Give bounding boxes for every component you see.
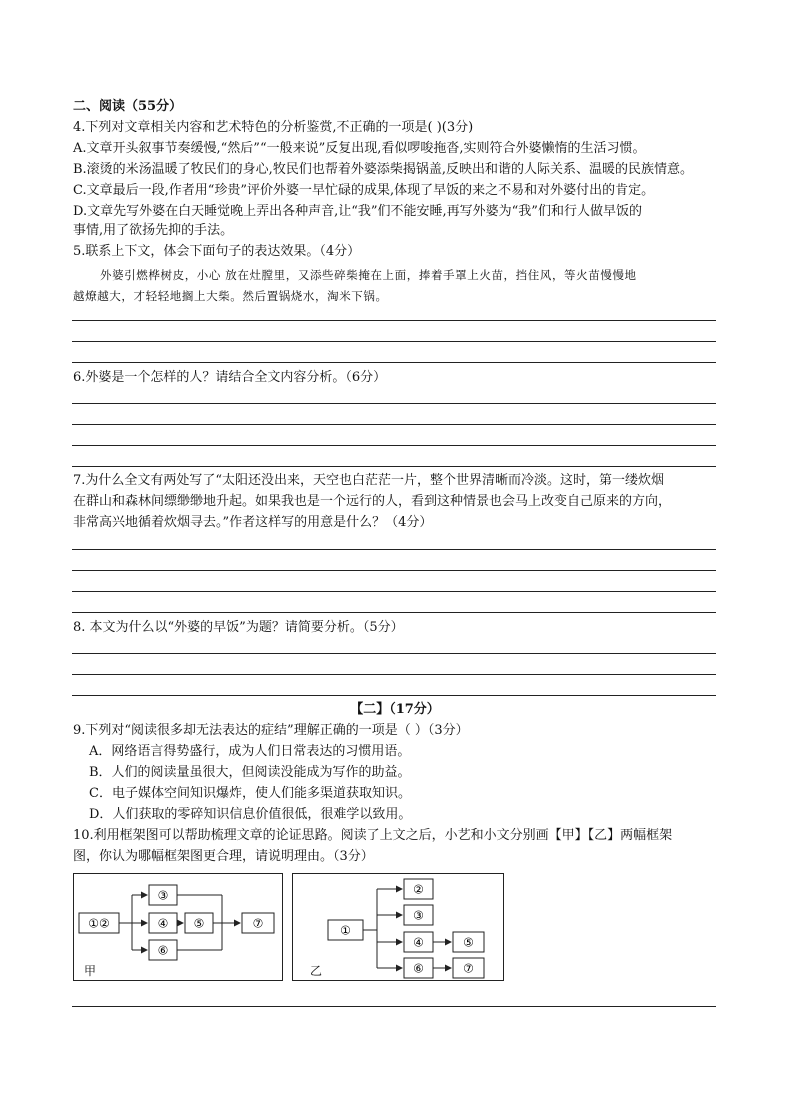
q5-passage-line2: 越燎越大，才轻轻地搁上大柴。然后置锅烧水，淘米下锅。 — [73, 289, 388, 303]
diagram-jia — [73, 873, 283, 981]
diagram-jia-label-7: ⑦ — [252, 916, 264, 931]
diagram-yi-tag: 乙 — [310, 964, 323, 978]
diagram-yi-label-2: ② — [413, 882, 424, 897]
q4-option-a: A.文章开头叙事节奏缓慢,“然后”“一般来说”反复出现,看似啰唆拖沓,实则符合外婆懒惰的生活习惯。 — [73, 141, 646, 156]
q4-option-b: B.滚烫的米汤温暖了牧民们的身心,牧民们也帮着外婆添柴揭锅盖,反映出和谐的人际关系、温暖的民族情意。 — [73, 162, 693, 177]
q9-option-d: D．人们获取的零碎知识信息价值很低，很难学以致用。 — [89, 807, 412, 822]
q5-stem: 5.联系上下文，体会下面句子的表达效果。（4分） — [73, 244, 361, 259]
answer-line — [72, 1006, 716, 1007]
part2-title: 【二】（17分） — [350, 702, 440, 717]
q5-passage-line1: 外婆引燃桦树皮，小心 放在灶膛里，又添些碎柴掩在上面，捧着手罩上火苗，挡住风，等火苗慢慢地 — [100, 268, 637, 282]
q6-stem: 6.外婆是一个怎样的人？请结合全文内容分析。（6分） — [73, 370, 387, 385]
answer-line — [72, 320, 716, 321]
answer-line — [72, 570, 716, 571]
diagram-jia-label-6: ⑥ — [157, 943, 169, 958]
q4-option-d-line2: 事情,用了欲扬先抑的手法。 — [73, 223, 234, 238]
answer-line — [72, 362, 716, 363]
q7-line2: 在群山和森林间缥缈缈地升起。如果我也是一个远行的人，看到这种情景也会马上改变自己原来的方向， — [73, 494, 672, 509]
answer-line — [72, 549, 716, 550]
diagram-yi-label-4: ④ — [413, 935, 424, 950]
diagram-jia-label-4: ④ — [157, 916, 169, 931]
diagram-yi-label-6: ⑥ — [413, 961, 424, 976]
answer-line — [72, 445, 716, 446]
diagram-yi-label-1: ① — [340, 923, 351, 938]
answer-line — [72, 341, 716, 342]
diagram-yi-label-5: ⑤ — [463, 935, 474, 950]
answer-line — [72, 591, 716, 592]
diagram-jia-label-1-2: ①② — [88, 916, 110, 931]
diagram-jia-tag: 甲 — [84, 964, 97, 978]
section-title: 二、阅读（55分） — [73, 99, 183, 114]
q10-line1: 10.利用框架图可以帮助梳理文章的论证思路。阅读了上文之后，小艺和小文分别画【甲】【乙】两幅框架 — [73, 828, 673, 843]
diagram-yi — [292, 873, 504, 981]
diagram-yi-label-3: ③ — [413, 908, 424, 923]
q9-option-b: B．人们的阅读量虽很大，但阅读没能成为写作的助益。 — [89, 765, 411, 780]
answer-line — [72, 424, 716, 425]
q4-option-d-line1: D.文章先写外婆在白天睡觉晚上弄出各种声音,让“我”们不能安睡,再写外婆为“我”们和行人做早饭的 — [73, 204, 642, 219]
answer-line — [72, 695, 716, 696]
diagram-jia-label-3: ③ — [157, 888, 169, 903]
diagram-yi-svg — [293, 874, 503, 980]
q8-stem: 8. 本文为什么以“外婆的早饭”为题？请简要分析。（5分） — [73, 620, 404, 635]
q7-line3: 非常高兴地循着炊烟寻去。”作者这样写的用意是什么？（4分） — [73, 515, 433, 530]
answer-line — [72, 653, 716, 654]
diagram-jia-label-5: ⑤ — [193, 916, 205, 931]
q9-option-c: C．电子媒体空间知识爆炸，使人们能多渠道获取知识。 — [89, 786, 411, 801]
answer-line — [72, 466, 716, 467]
answer-line — [72, 403, 716, 404]
answer-line — [72, 612, 716, 613]
q10-line2: 图，你认为哪幅框架图更合理，请说明理由。（3分） — [73, 849, 374, 864]
q4-option-c: C.文章最后一段,作者用“珍贵”评价外婆一早忙碌的成果,体现了早饭的来之不易和对外婆付出的肯定。 — [73, 183, 655, 198]
diagram-yi-label-7: ⑦ — [463, 961, 474, 976]
answer-line — [72, 674, 716, 675]
q9-stem: 9.下列对“阅读很多却无法表达的症结”理解正确的一项是（ ）（3分） — [73, 723, 469, 738]
q7-line1: 7.为什么全文有两处写了“太阳还没出来，天空也白茫茫一片，整个世界清晰而冷淡。这时，第一缕炊烟 — [73, 473, 665, 488]
q9-option-a: A．网络语言得势盛行，成为人们日常表达的习惯用语。 — [89, 744, 411, 759]
diagram-jia-svg — [74, 874, 282, 980]
q4-stem: 4.下列对文章相关内容和艺术特色的分析鉴赏,不正确的一项是( )(3分) — [73, 120, 474, 135]
